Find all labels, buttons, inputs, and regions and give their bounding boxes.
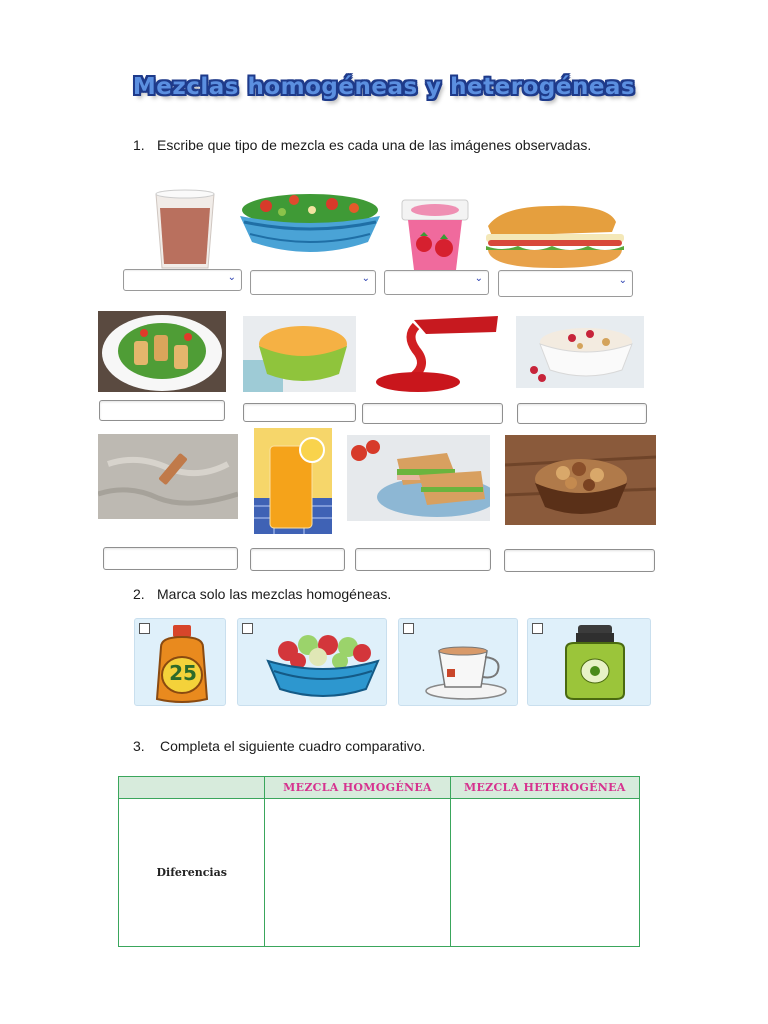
- mix-type-select-2[interactable]: [250, 270, 376, 295]
- cell-heterogeneous-differences[interactable]: [450, 799, 639, 947]
- checkbox[interactable]: [532, 623, 543, 634]
- grilled-chicken-salad-image: [98, 311, 226, 392]
- mix-type-input-11[interactable]: [355, 548, 491, 571]
- mixed-nuts-bowl-image: [505, 435, 656, 525]
- ketchup-pour-image: [370, 316, 500, 394]
- homogeneous-option-fruit-salad[interactable]: [237, 618, 387, 706]
- chevron-down-icon: ⌄: [227, 272, 236, 283]
- chevron-down-icon: ⌄: [618, 275, 627, 286]
- mix-type-input-6[interactable]: [243, 403, 356, 422]
- homogeneous-option-syrup[interactable]: [134, 618, 226, 706]
- green-salad-bowl-image: [236, 188, 384, 260]
- chevron-down-icon: ⌄: [361, 273, 370, 284]
- mix-type-select-4[interactable]: [498, 270, 633, 297]
- yogurt-cereal-bowl-image: [516, 316, 644, 388]
- question-2-number: 2.: [133, 586, 145, 602]
- chevron-down-icon: ⌄: [474, 273, 483, 284]
- strawberry-yogurt-cup-image: [398, 196, 472, 274]
- homogeneous-option-tea[interactable]: [398, 618, 518, 706]
- question-2: [133, 586, 391, 602]
- mix-type-input-5[interactable]: [99, 400, 225, 421]
- checkbox[interactable]: [242, 623, 253, 634]
- table-header-empty: [119, 777, 265, 799]
- question-3-text: Completa el siguiente cuadro comparativo.: [160, 738, 426, 754]
- table-header-row: [119, 777, 640, 799]
- question-1-text: Escribe que tipo de mezcla es cada una de las imágenes observadas.: [157, 137, 592, 153]
- comparison-table: [118, 776, 640, 947]
- page-title: Mezclas homogéneas y heterogéneas: [132, 74, 636, 100]
- question-3: [133, 738, 425, 754]
- header-heterogeneous: MEZCLA HETEROGÉNEA: [450, 777, 639, 799]
- question-3-number: 3.: [133, 738, 145, 754]
- mix-type-select-3[interactable]: [384, 270, 489, 295]
- checkbox[interactable]: [139, 623, 150, 634]
- sandwich-image: [482, 202, 628, 272]
- mix-type-input-9[interactable]: [103, 547, 238, 570]
- club-sandwich-plate-image: [347, 435, 490, 521]
- cell-homogeneous-differences[interactable]: [265, 799, 450, 947]
- chocolate-milk-glass-image: [150, 188, 220, 272]
- checkbox[interactable]: [403, 623, 414, 634]
- mix-type-input-10[interactable]: [250, 548, 345, 571]
- sand-mixture-image: [98, 434, 238, 519]
- soup-bowl-image: [243, 316, 356, 392]
- question-2-text: Marca solo las mezclas homogéneas.: [157, 586, 392, 602]
- question-1-number: 1.: [133, 137, 145, 153]
- mix-type-input-12[interactable]: [504, 549, 655, 572]
- mix-type-input-7[interactable]: [362, 403, 503, 424]
- row-label-differences: Diferencias: [119, 799, 265, 947]
- syrup-label: 25: [169, 661, 197, 685]
- orange-juice-glass-image: [254, 428, 332, 534]
- mix-type-select-1[interactable]: [123, 269, 242, 291]
- question-1: [133, 137, 591, 153]
- homogeneous-option-jam[interactable]: [527, 618, 651, 706]
- mix-type-input-8[interactable]: [517, 403, 647, 424]
- table-row: [119, 799, 640, 947]
- header-homogeneous: MEZCLA HOMOGÉNEA: [265, 777, 450, 799]
